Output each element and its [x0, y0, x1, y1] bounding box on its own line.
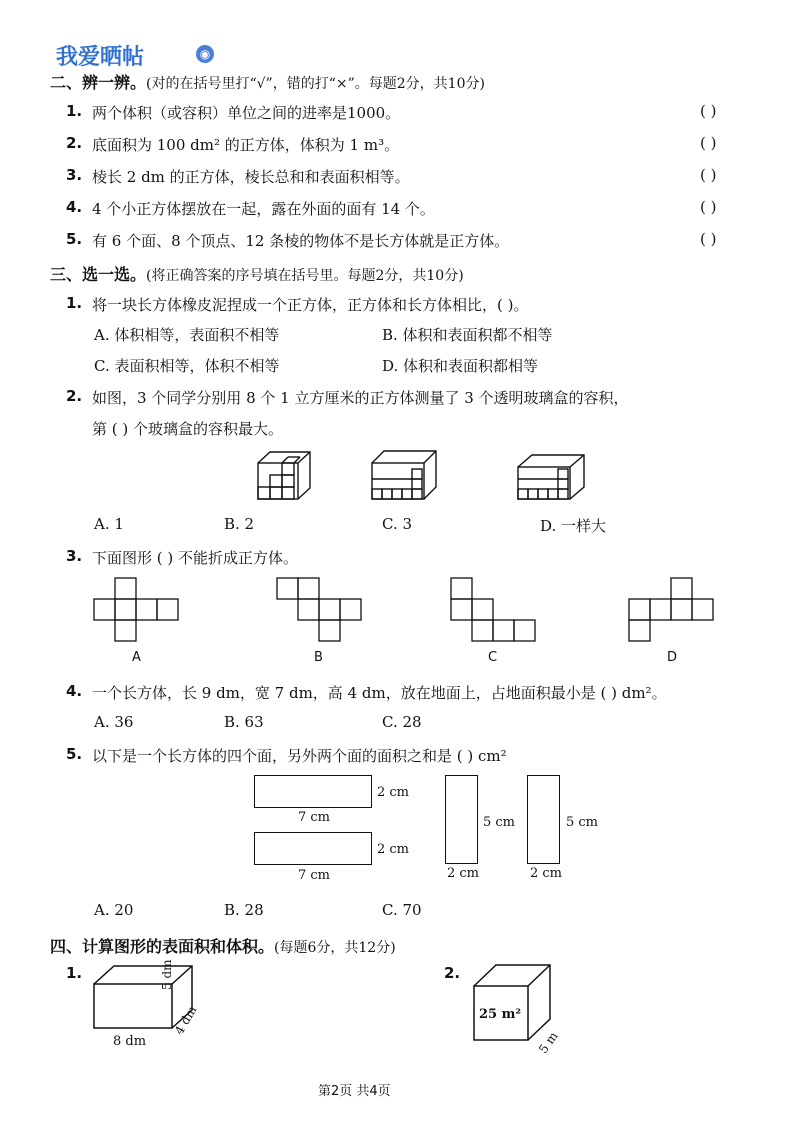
section-3-heading [50, 262, 464, 285]
net-label-b: B [314, 650, 323, 665]
q4-option-b[interactable]: B. 63 [224, 713, 264, 731]
section-2-heading [50, 70, 485, 93]
section-2-note: (对的在括号里打“√”，错的打“×”。每题2分，共10分) [146, 76, 485, 92]
q1-option-a[interactable]: A. 体积相等，表面积不相等 [94, 326, 280, 344]
net-a [94, 578, 178, 641]
q2-line-2: 第 ( ) 个玻璃盒的容积最大。 [92, 420, 284, 438]
net-b [277, 578, 361, 641]
watermark-badge-icon: ◉ [196, 45, 214, 63]
item-text: 有 6 个面、8 个顶点、12 条棱的物体不是长方体就是正方体。 [92, 232, 510, 250]
q4-option-a[interactable]: A. 36 [94, 713, 134, 731]
cuboid-length-label: 8 dm [113, 1034, 147, 1049]
glass-box-3 [518, 455, 584, 499]
cube-nets [90, 575, 730, 647]
net-label-c: C [488, 650, 498, 665]
face-left-width-label: 2 cm [447, 866, 480, 881]
q2-option-a[interactable]: A. 1 [94, 515, 124, 533]
q2-option-d[interactable]: D. 一样大 [540, 517, 607, 535]
watermark-logo: 我爱晒帖 [56, 45, 145, 70]
section-3-title: 三、选一选。 [50, 265, 147, 284]
face-right-height-label: 5 cm [566, 815, 599, 830]
answer-parenthesis[interactable]: ( ) [700, 134, 717, 152]
q1-option-b[interactable]: B. 体积和表面积都不相等 [382, 326, 553, 344]
cuboid-figure [88, 962, 218, 1034]
q2-line-1: 如图，3 个同学分别用 8 个 1 立方厘米的正方体测量了 3 个透明玻璃盒的容积， [92, 389, 629, 407]
item-text: 底面积为 100 dm² 的正方体，体积为 1 m³。 [92, 136, 400, 154]
item-text: 4 个小正方体摆放在一起，露在外面的面有 14 个。 [92, 200, 435, 218]
page-number: 第2页 共4页 [318, 1084, 391, 1099]
q5-option-b[interactable]: B. 28 [224, 901, 264, 919]
fig1-number: 1. [66, 964, 83, 982]
q2-option-c[interactable]: C. 3 [382, 515, 413, 533]
face-bottom-width-label: 7 cm [298, 868, 331, 883]
net-c [451, 578, 535, 641]
glass-box-2 [372, 451, 436, 499]
q2-number: 2. [66, 387, 83, 405]
q5-option-a[interactable]: A. 20 [94, 901, 134, 919]
item-number: 1. [66, 102, 83, 120]
glass-box-1 [258, 452, 310, 499]
face-right-width-label: 2 cm [530, 866, 563, 881]
answer-parenthesis[interactable]: ( ) [700, 230, 717, 248]
q4-text: 一个长方体，长 9 dm，宽 7 dm，高 4 dm，放在地面上，占地面积最小是 ( ) dm²。 [92, 684, 667, 702]
q1-option-d[interactable]: D. 体积和表面积都相等 [382, 357, 539, 375]
item-number: 3. [66, 166, 83, 184]
face-top-height-label: 2 cm [377, 785, 410, 800]
q4-option-c[interactable]: C. 28 [382, 713, 422, 731]
net-d [629, 578, 713, 641]
cube-face-area-label: 25 m² [479, 1007, 522, 1022]
face-rect-bottom [254, 832, 372, 865]
q5-option-c[interactable]: C. 70 [382, 901, 422, 919]
face-top-width-label: 7 cm [298, 810, 331, 825]
item-text: 棱长 2 dm 的正方体，棱长总和和表面积相等。 [92, 168, 410, 186]
item-number: 4. [66, 198, 83, 216]
section-4-heading [50, 934, 396, 957]
q4-number: 4. [66, 682, 83, 700]
cuboid-height-label: 5 dm [160, 959, 174, 990]
face-rect-top [254, 775, 372, 808]
face-left-height-label: 5 cm [483, 815, 516, 830]
q3-text: 下面图形 ( ) 不能折成正方体。 [92, 549, 299, 567]
q5-text: 以下是一个长方体的四个面，另外两个面的面积之和是 ( ) cm² [92, 747, 507, 765]
cuboid-width-label: 4 dm [172, 1003, 200, 1037]
q1-number: 1. [66, 294, 83, 312]
q5-number: 5. [66, 745, 83, 763]
answer-parenthesis[interactable]: ( ) [700, 198, 717, 216]
glass-box-figures [250, 445, 600, 505]
item-number: 2. [66, 134, 83, 152]
q1-text: 将一块长方体橡皮泥捏成一个正方体，正方体和长方体相比，( )。 [92, 296, 529, 314]
section-4-note: (每题6分，共12分) [274, 940, 396, 956]
q3-number: 3. [66, 547, 83, 565]
section-4-title: 四、计算图形的表面积和体积。 [50, 937, 275, 956]
cube-edge-label: 5 m [536, 1029, 561, 1057]
net-label-a: A [132, 650, 141, 665]
section-3-note: (将正确答案的序号填在括号里。每题2分，共10分) [146, 268, 464, 284]
answer-parenthesis[interactable]: ( ) [700, 102, 717, 120]
q2-option-b[interactable]: B. 2 [224, 515, 255, 533]
q1-option-c[interactable]: C. 表面积相等，体积不相等 [94, 357, 280, 375]
section-2-title: 二、辨一辨。 [50, 73, 147, 92]
fig2-number: 2. [444, 964, 461, 982]
net-label-d: D [667, 650, 678, 665]
face-rect-tall-left [445, 775, 478, 864]
answer-parenthesis[interactable]: ( ) [700, 166, 717, 184]
face-bottom-height-label: 2 cm [377, 842, 410, 857]
item-number: 5. [66, 230, 83, 248]
face-rect-tall-right [527, 775, 560, 864]
item-text: 两个体积（或容积）单位之间的进率是1000。 [92, 104, 401, 122]
